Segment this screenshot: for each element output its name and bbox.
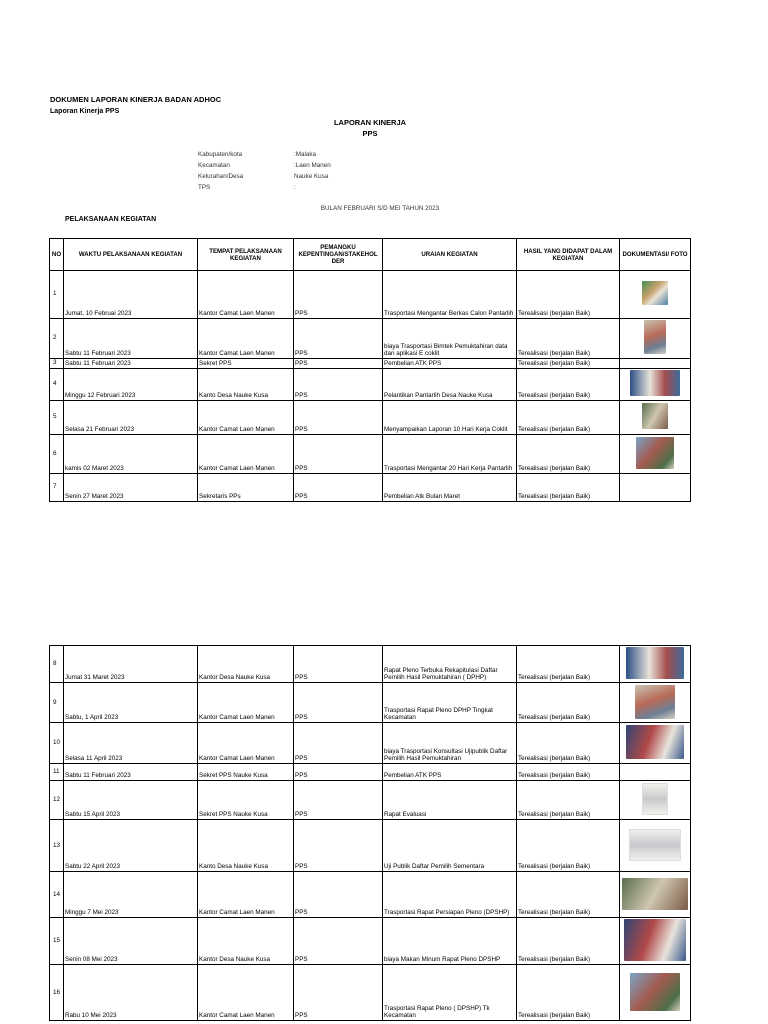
cell-hasil: Terealisasi (berjalan Baik) <box>517 369 620 401</box>
cell-dokumentasi <box>620 435 691 474</box>
cell-hasil: Terealisasi (berjalan Baik) <box>517 764 620 781</box>
cell-waktu: Sabtu 15 April 2023 <box>64 781 198 820</box>
cell-tempat: Sekretaris PPs <box>198 474 294 502</box>
cell-no: 2 <box>50 319 64 359</box>
cell-uraian: Trasportasi Mengantar Berkas Calon Pantarlih <box>383 271 517 319</box>
document-subtitle: Laporan Kinerja PPS <box>50 108 120 115</box>
cell-tempat: Kantor Camat Laen Manen <box>198 435 294 474</box>
col-header-no: NO <box>50 239 64 271</box>
cell-waktu: Sabtu 11 Februari 2023 <box>64 359 198 369</box>
col-header-waktu: WAKTU PELAKSANAAN KEGIATAN <box>64 239 198 271</box>
cell-no: 9 <box>50 683 64 723</box>
info-row <box>198 151 331 162</box>
cell-uraian: Rapat Pleno Terbuka Rekapitulasi Daftar Pemilih Hasil Pemuktahiran ( DPHP) <box>383 646 517 683</box>
cell-hasil: Terealisasi (berjalan Baik) <box>517 474 620 502</box>
cell-waktu: Minggu 12 Februari 2023 <box>64 369 198 401</box>
table-row <box>50 369 691 401</box>
info-label: Kelurahan/Desa <box>198 173 244 180</box>
cell-pemangku: PPS <box>294 319 383 359</box>
activity-table-1 <box>49 238 691 502</box>
cell-uraian: Pelantikan Pantarlih Desa Nauke Kusa <box>383 369 517 401</box>
cell-pemangku: PPS <box>294 683 383 723</box>
cell-no: 16 <box>50 965 64 1021</box>
cell-uraian: Menyampaikan Laporan 10 Hari Kerja Coklit <box>383 401 517 435</box>
cell-tempat: Kanto Desa Nauke Kusa <box>198 820 294 872</box>
info-label: TPS <box>198 184 211 191</box>
cell-dokumentasi <box>620 781 691 820</box>
cell-pemangku: PPS <box>294 723 383 764</box>
cell-hasil: Terealisasi (berjalan Baik) <box>517 781 620 820</box>
info-row <box>198 162 331 173</box>
cell-hasil: Terealisasi (berjalan Baik) <box>517 271 620 319</box>
cell-dokumentasi <box>620 646 691 683</box>
report-title: LAPORAN KINERJA <box>333 118 407 127</box>
cell-uraian: Trasportasi Rapat Pleno ( DPSHP) Tk Kecamatan <box>383 965 517 1021</box>
table-row <box>50 435 691 474</box>
cell-pemangku: PPS <box>294 965 383 1021</box>
info-label: Kecamatan <box>198 162 230 169</box>
cell-pemangku: PPS <box>294 435 383 474</box>
table-row <box>50 271 691 319</box>
table-row <box>50 781 691 820</box>
col-header-uraian: URAIAN KEGIATAN <box>383 239 517 271</box>
cell-waktu: Senin 08 Mei 2023 <box>64 918 198 965</box>
cell-waktu: Jumat 31 Maret 2023 <box>64 646 198 683</box>
cell-tempat: Kantor Camat Laen Manen <box>198 271 294 319</box>
cell-tempat: Sekret PPS Nauke Kusa <box>198 781 294 820</box>
report-subtitle: PPS <box>362 129 378 138</box>
report-period: BULAN FEBRUARI S/D MEI TAHUN 2023 <box>320 205 440 212</box>
cell-dokumentasi <box>620 764 691 781</box>
cell-no: 1 <box>50 271 64 319</box>
table-row <box>50 764 691 781</box>
cell-no: 12 <box>50 781 64 820</box>
table-row <box>50 319 691 359</box>
cell-no: 10 <box>50 723 64 764</box>
cell-hasil: Terealisasi (berjalan Baik) <box>517 401 620 435</box>
col-header-tempat: TEMPAT PELAKSANAAN KEGIATAN <box>198 239 294 271</box>
table-row <box>50 918 691 965</box>
cell-dokumentasi <box>620 872 691 918</box>
cell-waktu: Rabu 10 Mei 2023 <box>64 965 198 1021</box>
cell-dokumentasi <box>620 918 691 965</box>
info-row <box>198 184 331 195</box>
table-row <box>50 965 691 1021</box>
cell-uraian: Pembelian ATK PPS <box>383 359 517 369</box>
cell-dokumentasi <box>620 474 691 502</box>
documentation-photo <box>644 320 666 354</box>
info-value: :Malaka <box>294 151 317 158</box>
cell-dokumentasi <box>620 319 691 359</box>
documentation-photo <box>642 403 668 429</box>
cell-waktu: Sabtu 11 Februari 2023 <box>64 319 198 359</box>
info-value: : <box>294 184 296 191</box>
section-heading: PELAKSANAAN KEGIATAN <box>65 216 157 223</box>
cell-waktu: Sabtu 22 April 2023 <box>64 820 198 872</box>
cell-dokumentasi <box>620 369 691 401</box>
cell-pemangku: PPS <box>294 820 383 872</box>
cell-uraian: Trasportasi Mengantar 20 Hari Kerja Pantarlih <box>383 435 517 474</box>
cell-no: 7 <box>50 474 64 502</box>
documentation-photo <box>626 725 684 759</box>
cell-tempat: Kantor Camat Laen Manen <box>198 319 294 359</box>
documentation-photo <box>624 919 686 961</box>
cell-pemangku: PPS <box>294 474 383 502</box>
cell-pemangku: PPS <box>294 646 383 683</box>
info-value: :Laen Manen <box>294 162 331 169</box>
document-title: DOKUMEN LAPORAN KINERJA BADAN ADHOC <box>50 95 222 104</box>
cell-waktu: Sabtu 11 Februari 2023 <box>64 764 198 781</box>
cell-dokumentasi <box>620 271 691 319</box>
table-row <box>50 723 691 764</box>
documentation-photo <box>630 973 680 1011</box>
cell-dokumentasi <box>620 683 691 723</box>
cell-no: 8 <box>50 646 64 683</box>
cell-hasil: Terealisasi (berjalan Baik) <box>517 872 620 918</box>
cell-no: 3 <box>50 359 64 369</box>
table-row <box>50 820 691 872</box>
cell-hasil: Terealisasi (berjalan Baik) <box>517 723 620 764</box>
documentation-photo <box>642 281 668 305</box>
col-header-pemangku: PEMANGKU KEPENTINGAN/STAKEHOL DER <box>294 239 383 271</box>
cell-pemangku: PPS <box>294 369 383 401</box>
documentation-photo <box>636 437 674 469</box>
table-row <box>50 646 691 683</box>
cell-uraian: Uji Publik Daftar Pemilih Sementara <box>383 820 517 872</box>
cell-pemangku: PPS <box>294 271 383 319</box>
table-row <box>50 401 691 435</box>
table-row <box>50 872 691 918</box>
cell-pemangku: PPS <box>294 401 383 435</box>
cell-uraian: biaya Trasportasi Bimtek Pemuktahiran data dan aplikasi E coklit <box>383 319 517 359</box>
cell-hasil: Terealisasi (berjalan Baik) <box>517 359 620 369</box>
cell-hasil: Terealisasi (berjalan Baik) <box>517 435 620 474</box>
cell-tempat: Sekret PPS Nauke Kusa <box>198 764 294 781</box>
documentation-photo <box>635 685 675 719</box>
cell-waktu: Selasa 11 April 2023 <box>64 723 198 764</box>
cell-tempat: Kantor Camat Laen Manen <box>198 965 294 1021</box>
cell-waktu: Minggu 7 Mei 2023 <box>64 872 198 918</box>
info-row <box>198 173 331 184</box>
cell-tempat: Kantor Desa Nauke Kusa <box>198 918 294 965</box>
cell-uraian: Trasportasi Rapat Persiapan Pleno (DPSHP) <box>383 872 517 918</box>
cell-no: 6 <box>50 435 64 474</box>
cell-pemangku: PPS <box>294 918 383 965</box>
cell-waktu: Jumat, 10 Februai 2023 <box>64 271 198 319</box>
cell-pemangku: PPS <box>294 359 383 369</box>
cell-no: 5 <box>50 401 64 435</box>
cell-pemangku: PPS <box>294 764 383 781</box>
cell-waktu: Sabtu, 1 April 2023 <box>64 683 198 723</box>
cell-uraian: Rapat Evaluasi <box>383 781 517 820</box>
cell-uraian: biaya Makan Minum Rapat Pleno DPSHP <box>383 918 517 965</box>
cell-no: 14 <box>50 872 64 918</box>
cell-tempat: Kantor Camat Laen Manen <box>198 872 294 918</box>
cell-waktu: Senin 27 Maret 2023 <box>64 474 198 502</box>
cell-tempat: Kantor Camat Laen Manen <box>198 683 294 723</box>
cell-waktu: Selasa 21 Februari 2023 <box>64 401 198 435</box>
cell-uraian: biaya Trasportasi Konsultasi Ujipublik Daftar Pemilih Hasil Pemuktahiran <box>383 723 517 764</box>
documentation-photo <box>629 829 681 861</box>
cell-no: 15 <box>50 918 64 965</box>
cell-dokumentasi <box>620 359 691 369</box>
table-row <box>50 474 691 502</box>
activity-table-2 <box>49 645 691 1021</box>
cell-tempat: Kantor Camat Laen Manen <box>198 401 294 435</box>
col-header-hasil: HASIL YANG DIDAPAT DALAM KEGIATAN <box>517 239 620 271</box>
cell-tempat: Kantor Desa Nauke Kusa <box>198 646 294 683</box>
cell-hasil: Terealisasi (berjalan Baik) <box>517 965 620 1021</box>
table-row <box>50 359 691 369</box>
cell-dokumentasi <box>620 965 691 1021</box>
table-header-row <box>50 239 691 271</box>
cell-tempat: Kantor Camat Laen Manen <box>198 723 294 764</box>
cell-dokumentasi <box>620 820 691 872</box>
cell-uraian: Trasportasi Rapat Pleno DPHP Tingkat Kecamatan <box>383 683 517 723</box>
info-label: Kabupaten/kota <box>198 151 243 158</box>
cell-no: 4 <box>50 369 64 401</box>
cell-tempat: Sekret PPS <box>198 359 294 369</box>
cell-tempat: Kanto Desa Nauke Kusa <box>198 369 294 401</box>
cell-uraian: Pembelian ATK PPS <box>383 764 517 781</box>
documentation-photo <box>642 783 668 815</box>
cell-hasil: Terealisasi (berjalan Baik) <box>517 918 620 965</box>
cell-uraian: Pembelian Atk Bulan Maret <box>383 474 517 502</box>
cell-no: 13 <box>50 820 64 872</box>
cell-dokumentasi <box>620 401 691 435</box>
documentation-photo <box>626 647 684 679</box>
cell-hasil: Terealisasi (berjalan Baik) <box>517 683 620 723</box>
documentation-photo <box>622 878 688 910</box>
info-value: Nauke Kusa <box>294 173 329 180</box>
cell-hasil: Terealisasi (berjalan Baik) <box>517 319 620 359</box>
documentation-photo <box>630 370 680 396</box>
cell-pemangku: PPS <box>294 781 383 820</box>
col-header-dokumentasi: DOKUMENTASI/ FOTO <box>620 239 691 271</box>
cell-no: 11 <box>50 764 64 781</box>
cell-waktu: kamis 02 Maret 2023 <box>64 435 198 474</box>
cell-hasil: Terealisasi (berjalan Baik) <box>517 820 620 872</box>
info-block <box>198 151 331 195</box>
cell-pemangku: PPS <box>294 872 383 918</box>
cell-dokumentasi <box>620 723 691 764</box>
cell-hasil: Terealisasi (berjalan Baik) <box>517 646 620 683</box>
table-row <box>50 683 691 723</box>
